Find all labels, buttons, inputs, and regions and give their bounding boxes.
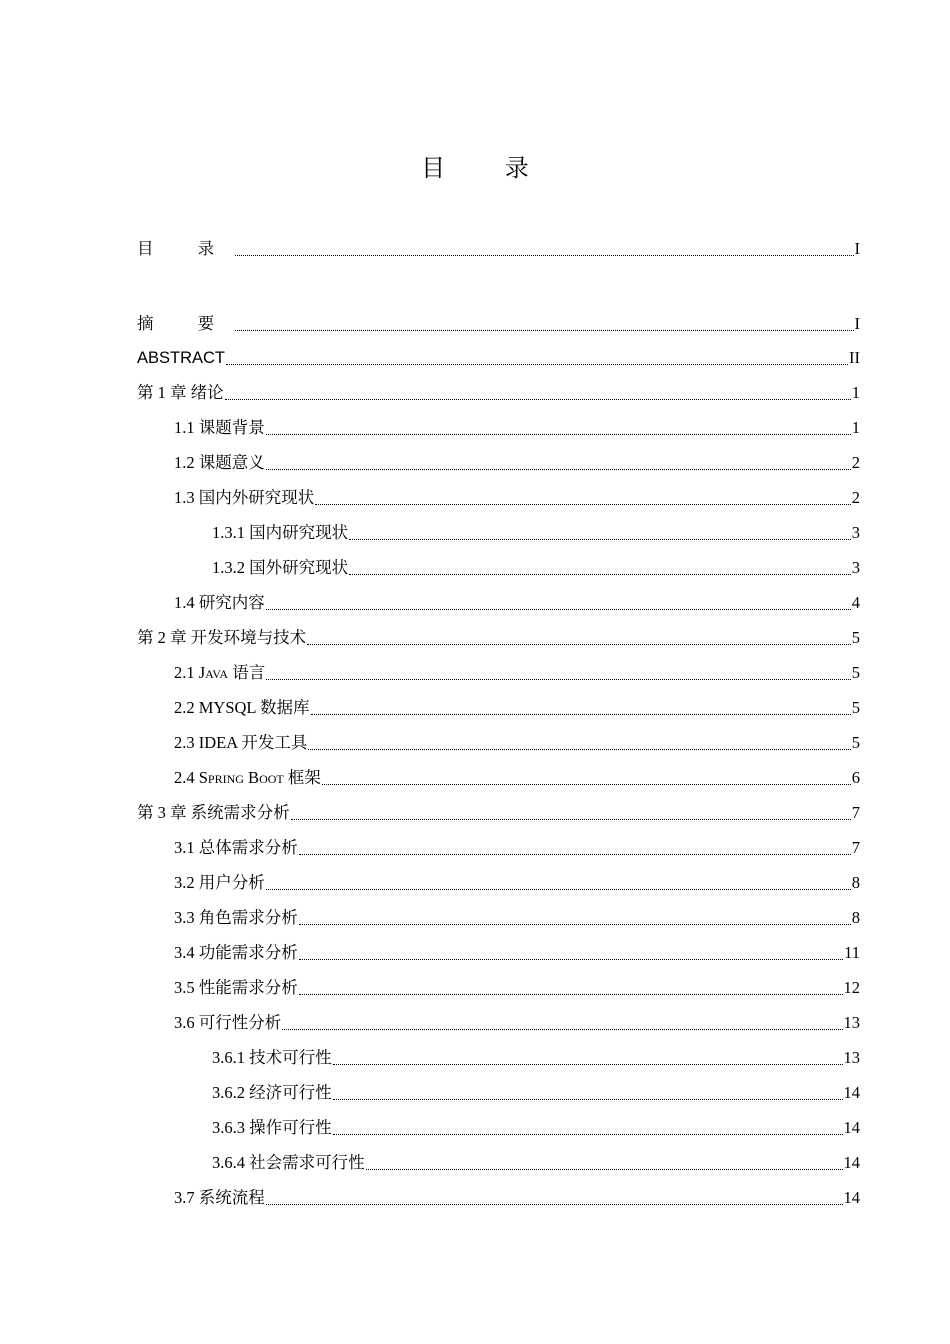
toc-entry[interactable]: [137, 1080, 860, 1104]
toc-entry[interactable]: [137, 236, 860, 260]
toc-entry[interactable]: [137, 835, 860, 859]
toc-entry[interactable]: [137, 1115, 860, 1139]
toc-entry[interactable]: [137, 1045, 860, 1069]
toc-dot-leader: [333, 1133, 843, 1135]
toc-entry-page-number: 12: [843, 978, 860, 997]
toc-entry-page-number: 14: [843, 1118, 860, 1137]
toc-entry-page-number: 5: [851, 663, 860, 682]
toc-entry-page-number: 5: [851, 733, 860, 752]
toc-entry-page-number: 8: [851, 873, 860, 892]
toc-dot-leader: [333, 1063, 843, 1065]
toc-entry-page-number: I: [854, 239, 860, 258]
toc-dot-leader: [266, 888, 851, 890]
toc-entry-label: 2.4 Spring Boot 框架: [174, 768, 321, 787]
toc-entry[interactable]: [137, 765, 860, 789]
toc-dot-leader: [266, 1203, 843, 1205]
toc-dot-leader: [308, 748, 850, 750]
toc-entry-label: 1.3 国内外研究现状: [174, 488, 315, 507]
toc-entry-page-number: 5: [851, 628, 860, 647]
toc-entry-page-number: 1: [851, 418, 860, 437]
toc-entry-page-number: 3: [851, 558, 860, 577]
toc-entry-label: 3.6.4 社会需求可行性: [212, 1153, 365, 1172]
toc-entry[interactable]: [137, 660, 860, 684]
toc-entry-page-number: 14: [843, 1083, 860, 1102]
toc-entry-label: 3.2 用户分析: [174, 873, 265, 892]
toc-entry-page-number: 13: [843, 1013, 860, 1032]
page-title: 目 录: [421, 154, 555, 182]
toc-dot-leader: [299, 993, 843, 995]
toc-entry-label: 第 1 章 绪论: [137, 383, 224, 402]
toc-entry-label: 2.3 IDEA 开发工具: [174, 733, 308, 752]
toc-entry[interactable]: [137, 695, 860, 719]
toc-entry-page-number: 7: [851, 838, 860, 857]
toc-dot-leader: [282, 1028, 842, 1030]
toc-entry-page-number: II: [849, 348, 860, 367]
toc-dot-leader: [299, 958, 843, 960]
toc-dot-leader: [311, 713, 851, 715]
toc-entry[interactable]: [137, 940, 860, 964]
toc-entry-page-number: 8: [851, 908, 860, 927]
toc-entry[interactable]: [137, 625, 860, 649]
toc-entry[interactable]: [137, 590, 860, 614]
toc-entry[interactable]: [137, 1150, 860, 1174]
toc-entry-label: 3.6.3 操作可行性: [212, 1118, 332, 1137]
toc-entry-page-number: 11: [844, 943, 860, 962]
toc-entry[interactable]: [137, 800, 860, 824]
toc-dot-leader: [349, 538, 851, 540]
toc-dot-leader: [307, 643, 851, 645]
toc-entry-page-number: 13: [843, 1048, 860, 1067]
toc-entry[interactable]: [137, 1185, 860, 1209]
toc-entry[interactable]: [137, 905, 860, 929]
toc-dot-leader: [299, 923, 851, 925]
toc-entry-label: 2.2 MYSQL 数据库: [174, 698, 310, 717]
toc-entry-page-number: 2: [851, 488, 860, 507]
toc-dot-leader: [349, 573, 851, 575]
toc-entry[interactable]: [137, 485, 860, 509]
toc-entry-label: 3.5 性能需求分析: [174, 978, 298, 997]
toc-entry-label: 3.1 总体需求分析: [174, 838, 298, 857]
toc-entry-label: 摘 要: [137, 314, 235, 333]
toc-entry-page-number: 2: [851, 453, 860, 472]
toc-entry-page-number: 4: [851, 593, 860, 612]
toc-entry-label: 3.3 角色需求分析: [174, 908, 298, 927]
toc-entry-label: 2.1 Java 语言: [174, 663, 266, 682]
toc-dot-leader: [235, 329, 853, 331]
toc-entry[interactable]: [137, 380, 860, 404]
toc-entry-label: 第 3 章 系统需求分析: [137, 803, 290, 822]
toc-entry-page-number: I: [854, 314, 860, 333]
toc-dot-leader: [235, 254, 853, 256]
toc-entry[interactable]: [137, 1010, 860, 1034]
toc-entry-label: 3.4 功能需求分析: [174, 943, 298, 962]
toc-dot-leader: [366, 1168, 843, 1170]
toc-entry[interactable]: [137, 730, 860, 754]
toc-dot-leader: [226, 363, 848, 365]
toc-entry-label: ABSTRACT: [137, 349, 226, 367]
toc-entry[interactable]: [137, 415, 860, 439]
toc-dot-leader: [291, 818, 851, 820]
toc-entry-label: 3.6.2 经济可行性: [212, 1083, 332, 1102]
toc-entry-label: 1.1 课题背景: [174, 418, 265, 437]
toc-entry-label: 3.6 可行性分析: [174, 1013, 282, 1032]
toc-entry-label: 1.3.1 国内研究现状: [212, 523, 349, 542]
toc-entry[interactable]: [137, 520, 860, 544]
toc-dot-leader: [315, 503, 851, 505]
toc-entry-label: 1.2 课题意义: [174, 453, 265, 472]
toc-entry-page-number: 14: [843, 1153, 860, 1172]
toc-entry[interactable]: [137, 450, 860, 474]
toc-entry-label: 目 录: [137, 239, 235, 258]
toc-entry-label: 3.6.1 技术可行性: [212, 1048, 332, 1067]
toc-dot-leader: [333, 1098, 843, 1100]
toc-entry-page-number: 6: [851, 768, 860, 787]
toc-dot-leader: [225, 398, 851, 400]
toc-entry[interactable]: [137, 870, 860, 894]
toc-entry-page-number: 1: [851, 383, 860, 402]
toc-entry[interactable]: [137, 975, 860, 999]
toc-entry-label: 3.7 系统流程: [174, 1188, 265, 1207]
toc-entry[interactable]: [137, 311, 860, 335]
toc-dot-leader: [299, 853, 851, 855]
toc-dot-leader: [322, 783, 851, 785]
toc-entry-label: 1.4 研究内容: [174, 593, 265, 612]
toc-entry-page-number: 14: [843, 1188, 860, 1207]
toc-entry[interactable]: [137, 555, 860, 579]
toc-dot-leader: [266, 433, 851, 435]
toc-entry[interactable]: [137, 345, 860, 369]
toc-entry-label: 第 2 章 开发环境与技术: [137, 628, 307, 647]
toc-entry-label: 1.3.2 国外研究现状: [212, 558, 349, 577]
toc-entry-page-number: 5: [851, 698, 860, 717]
toc-dot-leader: [266, 678, 851, 680]
toc-dot-leader: [266, 468, 851, 470]
toc-entry-page-number: 7: [851, 803, 860, 822]
toc-dot-leader: [266, 608, 851, 610]
toc-entry-page-number: 3: [851, 523, 860, 542]
